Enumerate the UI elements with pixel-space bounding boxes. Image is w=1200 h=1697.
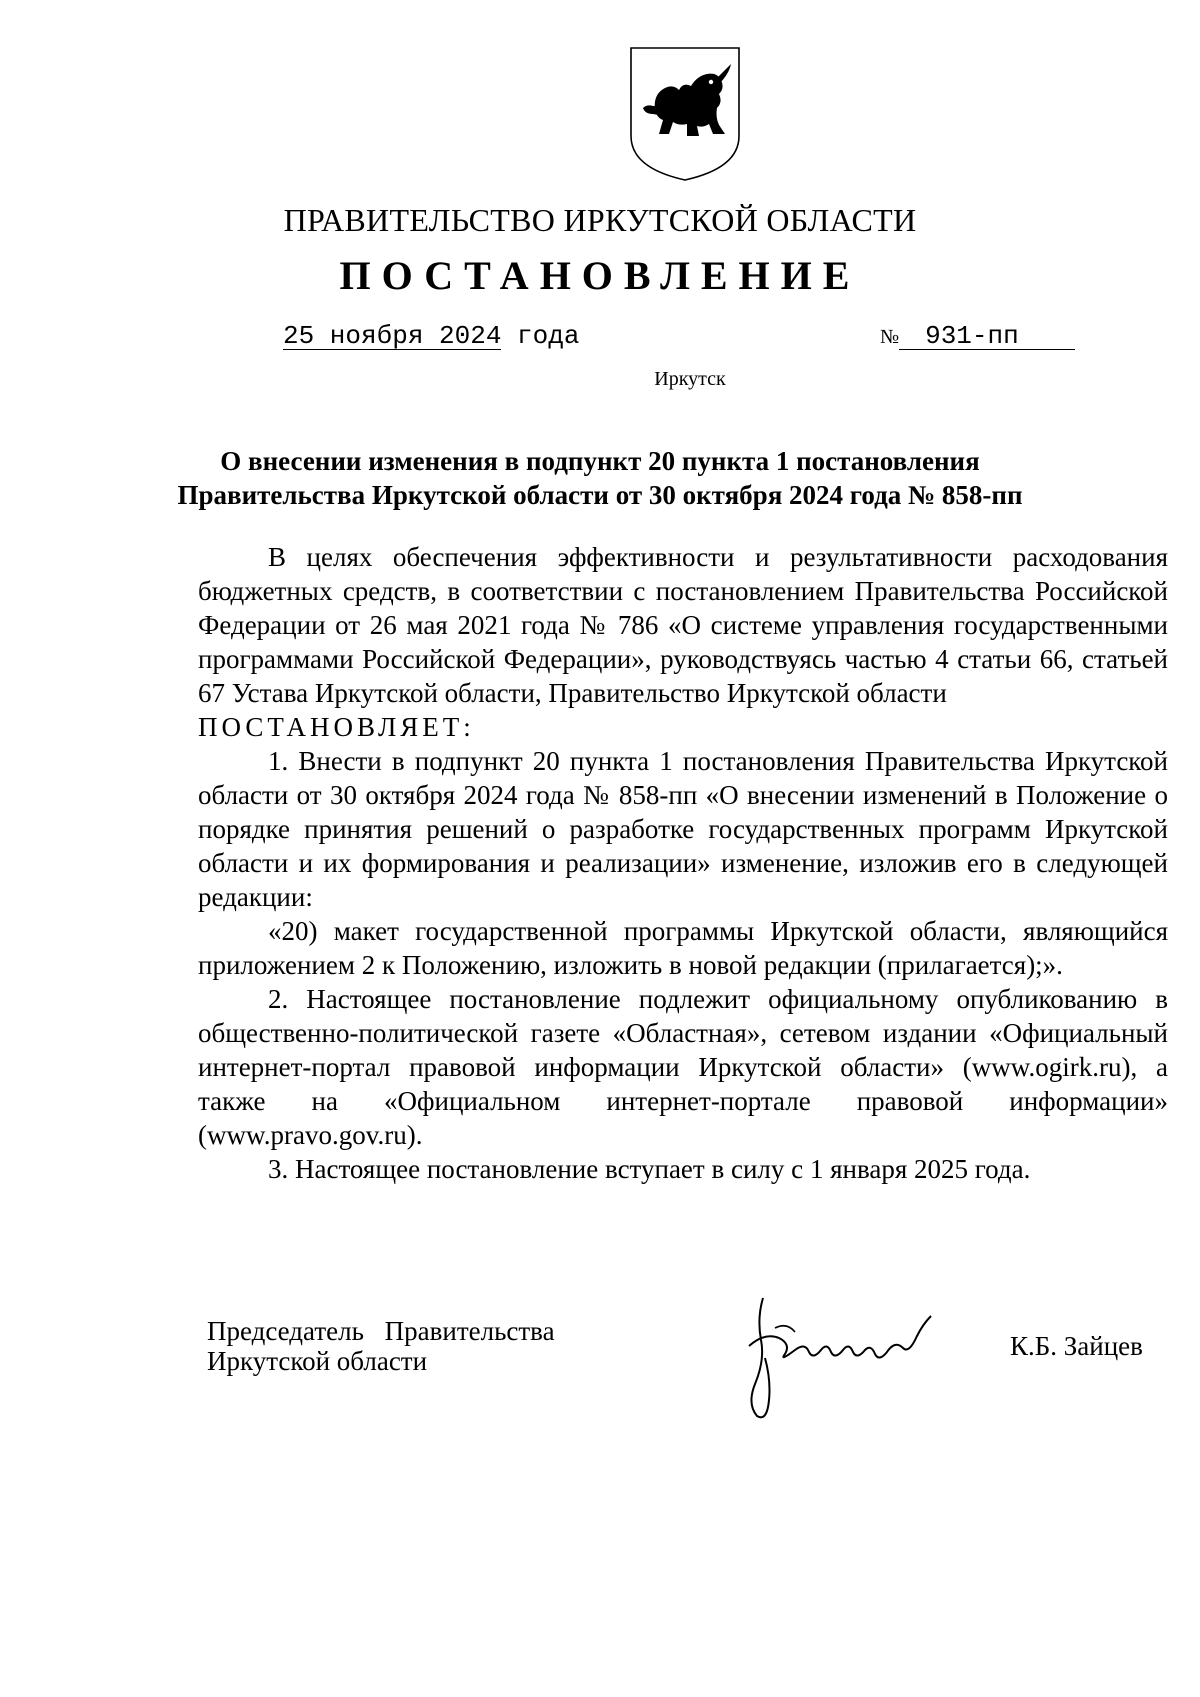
date-value: 25 ноября 2024	[283, 321, 502, 351]
item-2: 2. Настоящее постановление подлежит официальному опубликованию в общественно-политической газете «Областная», сетевом издании «Официальный интернет-портал правовой информации Иркутской области» (www.ogirk.ru), а также на «Официальном интернет-портале правовой информации» (www.pravo.gov.ru).	[198, 984, 1168, 1150]
item-1-quote: «20) макет государственной программы Иркутской области, являющийся приложением 2 к Положению, изложить в новой редакции (прилагается);».	[198, 916, 1168, 980]
item-3: 3. Настоящее постановление вступает в силу с 1 января 2025 года.	[268, 1154, 1031, 1184]
subject-line-1: О внесении изменения в подпункт 20 пункта 1 постановления	[220, 446, 980, 476]
item-1: 1. Внести в подпункт 20 пункта 1 постановления Правительства Иркутской области от 30 октября 2024 года № 858-пп «О внесении изменений в Положение о порядке принятия решений о разработке государственных программ Иркутской области и их формирования и реализации» изменение, изложив его в следующей редакции:	[198, 746, 1168, 912]
position-line-1: Председатель Правительства	[207, 1316, 555, 1346]
preamble: В целях обеспечения эффективности и результативности расходования бюджетных средств, в соответствии с постановлением Правительства Российской Федерации от 26 мая 2021 года № 786 «О системе управления государственными программами Российской Федерации», руководствуясь частью 4 статьи 66, статьей 67 Устава Иркутской области, Правительство Иркутской области	[198, 542, 1168, 708]
signatory-name: К.Б. Зайцев	[1010, 1331, 1143, 1361]
subject-line-2: Правительства Иркутской области от 30 октября 2024 года № 858-пп	[177, 480, 1023, 510]
resolves-heading: ПОСТАНОВЛЯЕТ:	[198, 712, 475, 742]
number-value: 931-пп	[899, 323, 1075, 350]
document-date	[283, 321, 579, 351]
city: Иркутск	[654, 368, 726, 390]
number-sign: №	[880, 326, 900, 348]
document-number	[880, 321, 1075, 351]
date-suffix: года	[517, 321, 580, 351]
document-subject	[0, 444, 1200, 512]
government-name: ПРАВИТЕЛЬСТВО ИРКУТСКОЙ ОБЛАСТИ	[283, 202, 917, 238]
irkutsk-coat-of-arms-icon	[625, 44, 745, 184]
position-line-2: Иркутской области	[207, 1346, 428, 1376]
signatory-position	[207, 1316, 555, 1376]
document-body	[198, 540, 1168, 1186]
document-type: ПОСТАНОВЛЕНИЕ	[339, 253, 861, 298]
handwritten-signature-icon	[735, 1288, 955, 1428]
